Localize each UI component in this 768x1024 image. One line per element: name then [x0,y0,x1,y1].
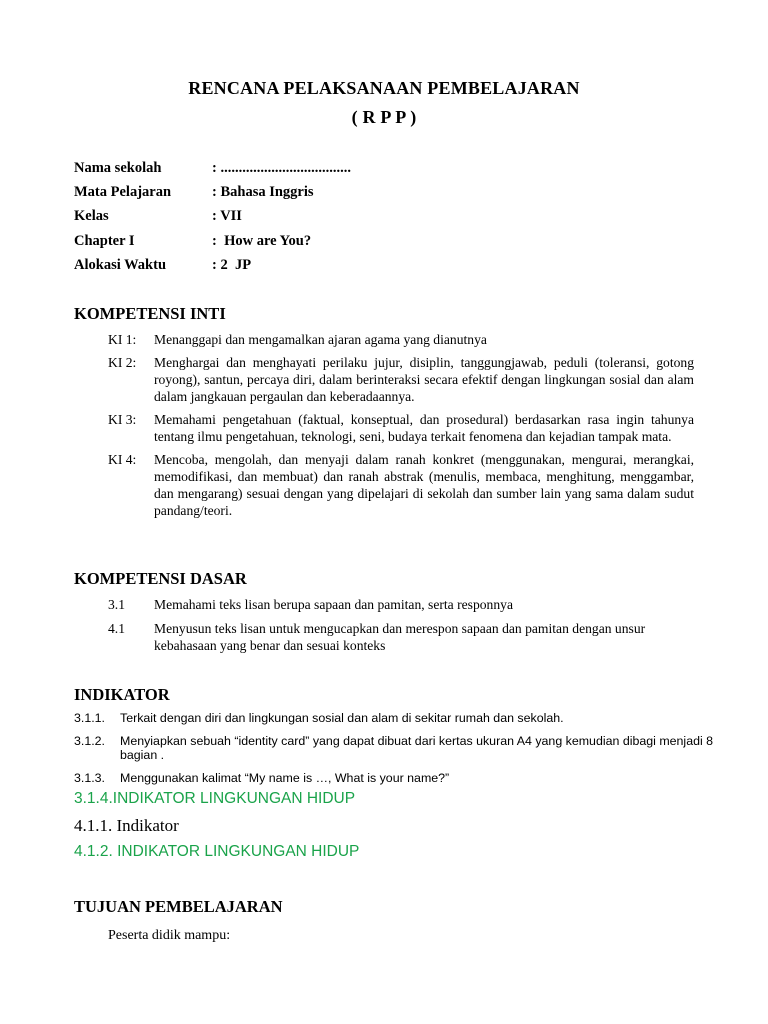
tujuan-intro: Peserta didik mampu: [108,928,231,943]
item-code: 4.1 [108,621,125,636]
item-text: Terkait dengan diri dan lingkungan sosial dan alam di sekitar rumah dan sekolah. [120,711,564,725]
indikator-lingkungan-hidup-4-1-2: 4.1.2. INDIKATOR LINGKUNGAN HIDUP [74,843,360,860]
meta-label: Alokasi Waktu [74,256,167,273]
item-text: Menyiapkan sebuah “identity card” yang dapat dibuat dari kertas ukuran A4 yang kemudian dibagi menjadi 8 bagian . [120,734,714,762]
item-code: 3.1.3. [74,771,106,785]
kompetensi-dasar-list [108,596,694,661]
tujuan-pembelajaran-heading: TUJUAN PEMBELAJARAN [74,897,283,916]
indikator-heading: INDIKATOR [74,685,170,704]
list-item [108,411,694,445]
item-text: Menggunakan kalimat “My name is …, What is your name?” [120,771,450,785]
item-text: Menanggapi dan mengamalkan ajaran agama yang dianutnya [154,332,487,347]
meta-row-nama-sekolah [74,158,694,182]
list-item [108,596,694,613]
meta-label: Nama sekolah [74,160,162,176]
item-code: 3.1.2. [74,734,106,748]
document-title: RENCANA PELAKSANAAN PEMBELAJARAN [188,78,580,98]
item-text: Menghargai dan menghayati perilaku jujur, disiplin, tanggungjawab, peduli (toleransi, gotong royong), santun, percaya diri, dalam berinteraksi secara efektif dengan lingkungan sosial dan alam dalam jangkauan pergaulan dan keberadaannya. [154,355,694,404]
item-text: Mencoba, mengolah, dan menyaji dalam ranah konkret (menggunakan, mengurai, merangkai, memodifikasi, dan membuat) dan ranah abstrak (menulis, membaca, menghitung, menggambar, dan mengarang) sesuai dengan yang dipelajari di sekolah dan sumber lain yang sama dalam sudut pandang/teori. [154,452,694,518]
indikator-list [74,711,714,794]
item-text: Memahami teks lisan berupa sapaan dan pamitan, serta responnya [154,597,513,612]
item-code: KI 1: [108,332,137,347]
meta-label: Kelas [74,208,109,225]
meta-value: : How are You? [212,232,312,249]
meta-row-chapter [74,231,694,255]
item-code: 3.1.1. [74,711,106,725]
indikator-lingkungan-hidup-3-1-4: 3.1.4.INDIKATOR LINGKUNGAN HIDUP [74,790,356,807]
item-code: KI 3: [108,412,137,427]
list-item [74,771,714,785]
meta-value: : 2 JP [212,256,252,273]
list-item [108,451,694,519]
identity-table [74,158,694,279]
meta-value: : .................................... [212,160,351,176]
list-item [108,331,694,348]
meta-row-alokasi-waktu [74,255,694,279]
list-item [108,620,694,654]
item-code: 3.1 [108,597,125,612]
meta-value: : VII [212,208,242,225]
kompetensi-dasar-heading: KOMPETENSI DASAR [74,569,247,588]
item-text: Menyusun teks lisan untuk mengucapkan dan merespon sapaan dan pamitan dengan unsur kebahasaan yang benar dan sesuai konteks [154,621,646,653]
kompetensi-inti-heading: KOMPETENSI INTI [74,304,226,323]
item-text: Memahami pengetahuan (faktual, konseptual, dan prosedural) berdasarkan rasa ingin tahunya tentang ilmu pengetahuan, teknologi, seni, budaya terkait fenomena dan kejadian tampak mata. [154,412,694,444]
indikator-4-1-1: 4.1.1. Indikator [74,816,179,835]
meta-row-kelas [74,206,694,230]
document-subtitle: ( R P P ) [351,107,417,127]
meta-label: Chapter I [74,232,135,249]
kompetensi-inti-list [108,331,694,525]
meta-label: Mata Pelajaran [74,184,172,201]
list-item [74,711,714,725]
list-item [74,734,714,762]
item-code: KI 2: [108,355,137,370]
list-item [108,354,694,405]
item-code: KI 4: [108,452,137,467]
meta-value: : Bahasa Inggris [212,184,314,201]
meta-row-mata-pelajaran [74,182,694,206]
